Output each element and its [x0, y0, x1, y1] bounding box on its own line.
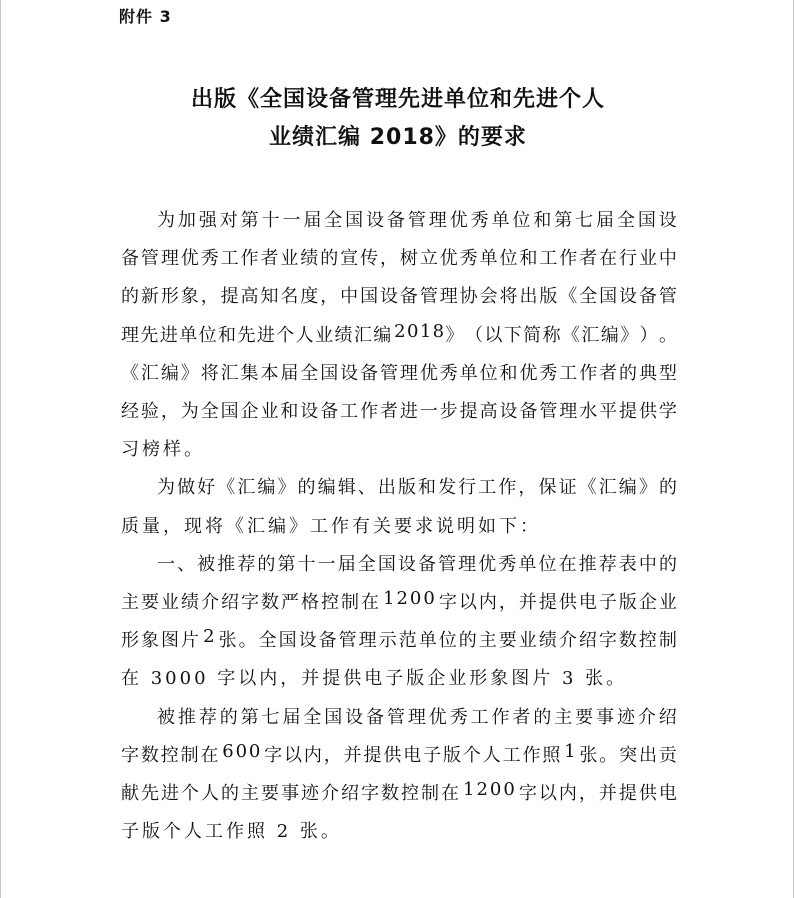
paragraph-line: 为 做 好 《 汇 编 》 的 编 辑 、 出 版 和 发 行 工 作 ， 保 证 《 汇 编 》 的	[157, 477, 677, 498]
attachment-label: 附件 3	[119, 7, 172, 26]
paragraph-line: 被 推 荐 的 第 七 届 全 国 设 备 管 理 优 秀 工 作 者 的 主 要 事 迹 介 绍	[157, 707, 677, 728]
paragraph-line: 形 象 图 片 2 张 。 全 国 设 备 管 理 示 范 单 位 的 主 要 业 绩 介 绍 字 数 控 制	[121, 626, 677, 651]
paragraph-line: 一 、 被 推 荐 的 第 十 一 届 全 国 设 备 管 理 优 秀 单 位 在 推 荐 表 中 的	[157, 554, 677, 575]
paragraph-line: 的 新 形 象 ， 提 高 知 名 度 ， 中 国 设 备 管 理 协 会 将 出 版 《 全 国 设 备 管	[121, 286, 677, 307]
paragraph-line: 主 要 业 绩 介 绍 字 数 严 格 控 制 在 1 2 0 0 字 以 内 ， 并 提 供 电 子 版 企 业	[121, 588, 677, 613]
paragraph-line: 为 加 强 对 第 十 一 届 全 国 设 备 管 理 优 秀 单 位 和 第 七 届 全 国 设	[157, 210, 677, 231]
paragraph-line: 习榜样。	[121, 439, 205, 460]
paragraph-line: 献 先 进 个 人 的 主 要 事 迹 介 绍 字 数 控 制 在 1 2 0 0 字 以 内 ， 并 提 供 电	[121, 779, 677, 804]
paragraph-line: 在 3000 字以内，并提供电子版企业形象图片 3 张。	[121, 668, 628, 689]
paragraph-line: 子版个人工作照 2 张。	[121, 821, 342, 842]
document-title-line-1: 出版《全国设备管理先进单位和先进个人	[190, 87, 605, 112]
paragraph-line: 备 管 理 优 秀 工 作 者 业 绩 的 宣 传 ， 树 立 优 秀 单 位 和 工 作 者 在 行 业 中	[121, 248, 677, 269]
paragraph-line: 《 汇 编 》 将 汇 集 本 届 全 国 设 备 管 理 优 秀 单 位 和 优 秀 工 作 者 的 典 型	[121, 363, 677, 384]
paragraph-line: 字 数 控 制 在 6 0 0 字 以 内 ， 并 提 供 电 子 版 个 人 工 作 照 1 张 。 突 出 贡	[121, 741, 677, 766]
document-title-line-2: 业绩汇编 2018》的要求	[269, 125, 527, 150]
paragraph-line: 理 先 进 单 位 和 先 进 个 人 业 绩 汇 编 2 0 1 8 》 （ 以 下 简 称 《 汇 编 》 ） 。	[121, 321, 677, 346]
paragraph-line: 经 验 ， 为 全 国 企 业 和 设 备 工 作 者 进 一 步 提 高 设 备 管 理 水 平 提 供 学	[121, 401, 677, 422]
paragraph-line: 质量，现将《汇编》工作有关要求说明如下：	[121, 516, 541, 537]
